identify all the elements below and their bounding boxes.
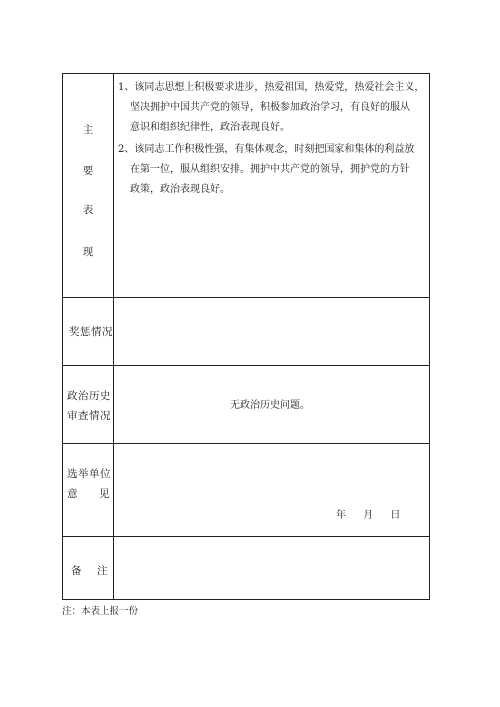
content-main-performance [114,74,429,297]
label-char: 意 [67,488,78,500]
label-char: 注 [97,565,108,577]
label-char: 要 [82,165,94,177]
performance-item-2 [118,140,425,200]
row-awards [63,298,429,366]
text-line: 坚决拥护中国共产党的领导，积极参加政治学习，有良好的服从 [130,102,410,113]
label-text: 奖惩情况 [69,326,113,338]
label-text: 政治历史 [67,390,111,402]
footnote: 注：本表上报一份 [62,606,139,617]
date-month-label: 月 [363,510,374,521]
content-unit-opinion [114,444,429,536]
label-char: 见 [99,488,110,500]
date-year-label: 年 [336,510,346,521]
label-remarks [63,537,114,599]
row-remarks [63,537,429,599]
label-char: 表 [82,204,94,216]
content-political-history [114,366,429,443]
label-text-line2 [67,486,110,501]
row-unit-opinion [63,444,429,537]
row-main-performance [63,74,429,298]
label-unit-opinion [63,444,114,536]
text-line: 2、该同志工作积极性强，有集体观念，时刻把国家和集体的利益放 [118,144,415,155]
label-political-history [63,366,114,443]
text-line: 在第一位，服从组织安排。拥护中共产党的领导，拥护党的方针 [130,164,410,175]
content-awards [114,298,429,365]
text-line: 政策，政治表现良好。 [130,184,230,195]
content-remarks [114,537,429,599]
text-line: 意识和组织纪律性，政治表现良好。 [130,122,290,133]
date-line [336,506,400,521]
label-char: 主 [82,124,94,136]
performance-item-1 [118,78,425,138]
label-char: 备 [71,565,82,577]
row-political-history [63,366,429,444]
label-text: 审查情况 [67,410,111,422]
review-form-table [62,73,430,600]
date-day-label: 日 [390,510,401,521]
label-text: 选举单位 [67,468,111,480]
label-awards [63,298,114,365]
political-history-text: 无政治历史问题。 [230,400,310,411]
text-line: 1、该同志思想上积极要求进步，热爱祖国，热爱党，热爱社会主义， [118,82,425,93]
label-main-performance [63,74,114,297]
label-char: 现 [82,246,94,258]
